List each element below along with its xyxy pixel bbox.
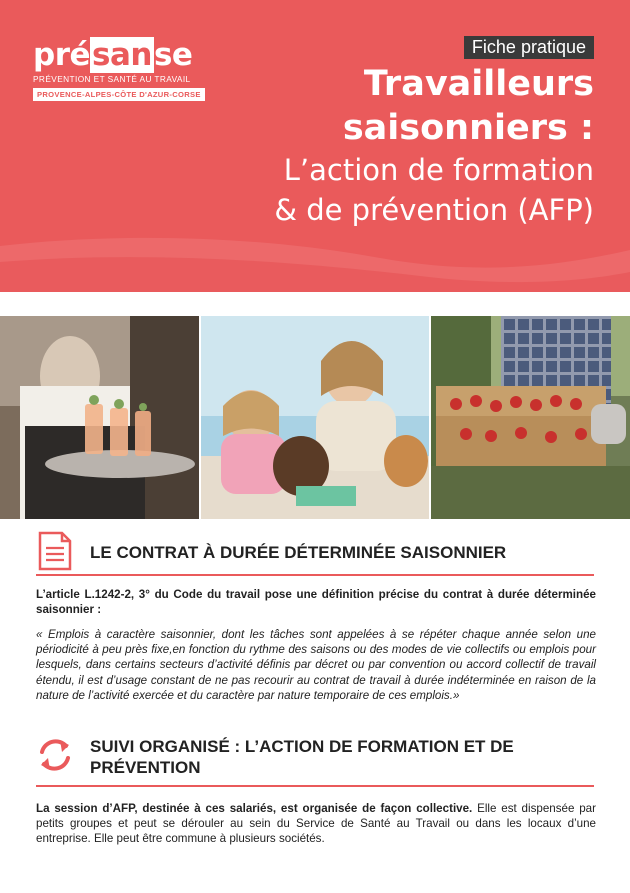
section-cdd-quote: « Emplois à caractère saisonnier, dont les tâches sont appelées à se répéter chaque année selon une périodicité à peu près fixe,en fonction du rythme des saisons ou des modes de vie collectifs ou emplois pour lesquels, dans certains secteurs d’activité définis par décret ou par convention ou accord collectif de travail étendu, il est d’usage constant de ne pas recourir au contrat de travail à durée indéterminée en raison de la nature de l’activité exercée et du caractère par nature temporaire de ces emplois.»: [36, 628, 596, 702]
subtitle-line-1: L’action de formation: [283, 153, 594, 187]
section-afp-title: SUIVI ORGANISÉ : L’ACTION DE FORMATION ET DE PRÉVENTION: [90, 737, 514, 777]
photo-teacher-children: [201, 316, 428, 519]
section-afp-header: [34, 734, 580, 778]
section-afp-underline: [36, 785, 594, 787]
document-icon: [34, 530, 76, 572]
photo-farmer-strawberries: [431, 316, 630, 519]
title-line-2: saisonniers :: [342, 108, 594, 148]
section-cdd-intro: L’article L.1242-2, 3° du Code du travail pose une définition précise du contrat à durée déterminée saisonnier :: [36, 588, 596, 617]
logo-tagline: PRÉVENTION ET SANTÉ AU TRAVAIL: [33, 74, 191, 84]
title-block: [274, 62, 594, 230]
fiche-pratique-tag: Fiche pratique: [464, 36, 594, 59]
subtitle-line-2: & de prévention (AFP): [274, 193, 594, 227]
section-cdd-title: LE CONTRAT À DURÉE DÉTERMINÉE SAISONNIER: [90, 543, 507, 562]
section-cdd-header: [34, 530, 506, 572]
logo-wordmark: présanse: [33, 37, 193, 73]
title-line-1: Travailleurs: [363, 64, 594, 104]
presanse-logo[interactable]: [33, 37, 201, 102]
section-afp-intro-bold: La session d’AFP, destinée à ces salariés, est organisée de façon collective.: [36, 802, 473, 815]
photo-strip: [0, 316, 630, 519]
section-afp-intro-rest: Elle est dispensée par petits groupes et peut se dérouler au sein du Service de Santé au Travail ou dans les locaux d’une entreprise. Elle peut être commune à plusieurs sociétés.: [36, 802, 596, 846]
photo-server-drinks: [0, 316, 199, 519]
logo-region: PROVENCE-ALPES-CÔTE D'AZUR-CORSE: [33, 88, 205, 101]
header-banner: [0, 0, 630, 292]
section-afp-intro: [36, 801, 596, 847]
section-cdd-underline: [36, 574, 594, 576]
cycle-arrows-icon: [34, 734, 76, 776]
